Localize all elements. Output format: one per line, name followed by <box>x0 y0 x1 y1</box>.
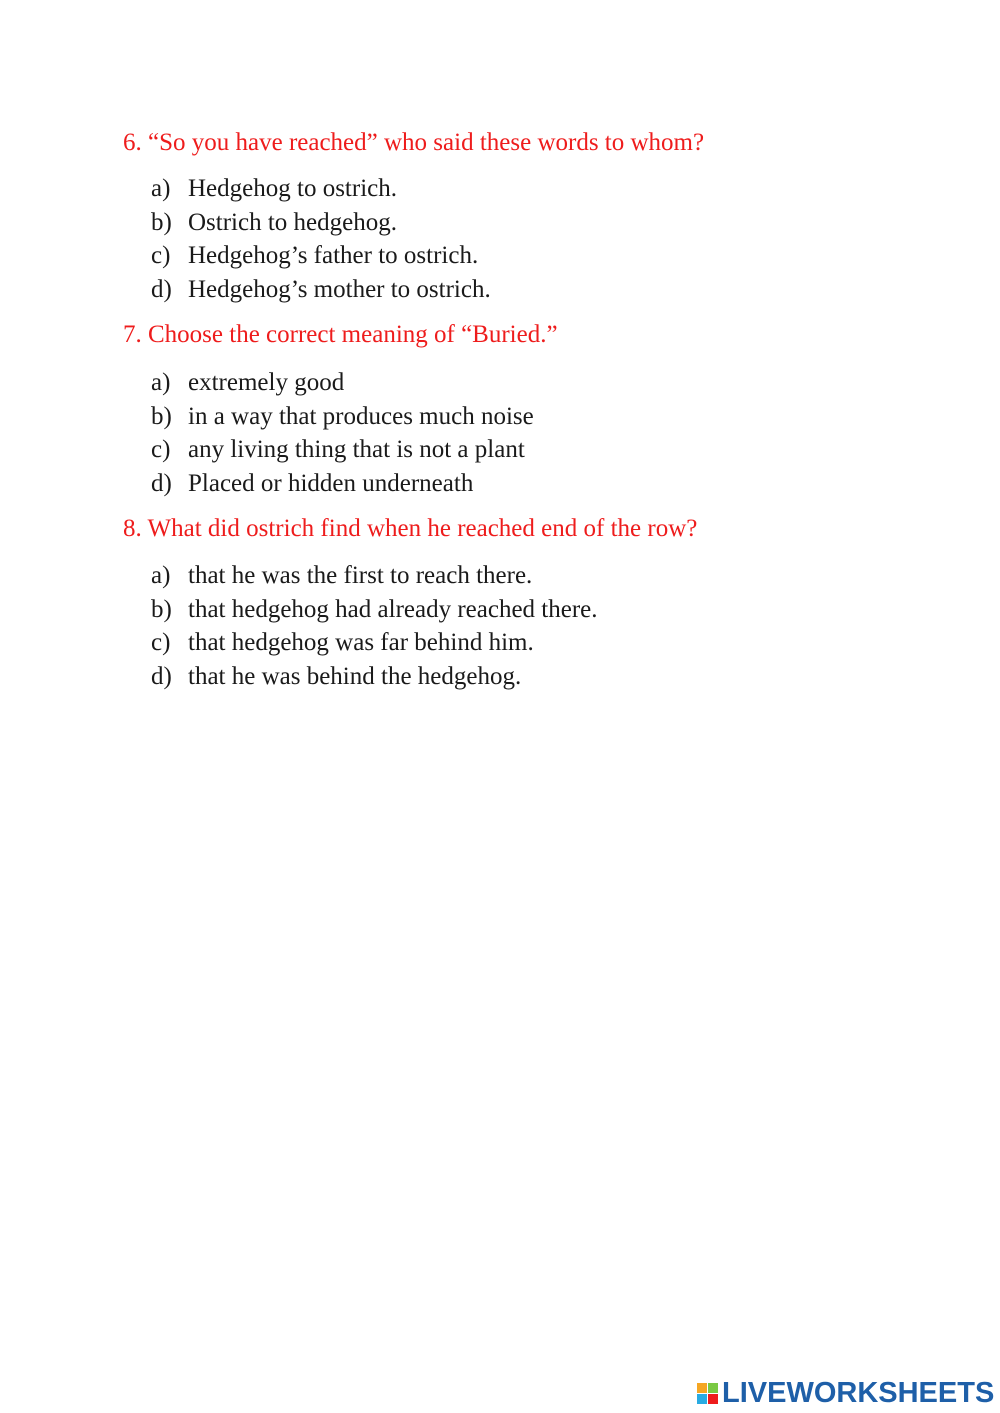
question-7: 7. Choose the correct meaning of “Buried.” <box>123 321 558 348</box>
option-7a[interactable] <box>151 368 534 402</box>
option-letter: a) <box>151 562 171 589</box>
logo-text: LIVEWORKSHEETS <box>722 1377 995 1409</box>
option-text: Hedgehog’s father to ostrich. <box>188 242 479 270</box>
liveworksheets-logo-icon <box>697 1383 718 1404</box>
option-text: that hedgehog was far behind him. <box>188 629 534 657</box>
option-8c[interactable] <box>151 628 598 662</box>
option-letter: d) <box>151 469 172 497</box>
option-7b[interactable] <box>151 402 534 436</box>
question-6: 6. “So you have reached” who said these words to whom? <box>123 129 705 156</box>
option-6a[interactable] <box>151 174 491 208</box>
option-7d[interactable] <box>151 469 534 503</box>
option-text: in a way that produces much noise <box>188 402 534 430</box>
logo-square-green <box>708 1383 718 1393</box>
option-letter: d) <box>151 662 172 690</box>
option-text: Hedgehog to ostrich. <box>188 175 397 202</box>
option-6c[interactable] <box>151 241 491 275</box>
option-letter: d) <box>151 275 172 303</box>
option-letter: b) <box>151 595 172 623</box>
logo-square-red <box>708 1394 718 1404</box>
option-letter: c) <box>151 242 171 270</box>
option-8d[interactable] <box>151 662 598 696</box>
option-letter: c) <box>151 629 171 657</box>
question-8-options <box>151 561 598 695</box>
option-letter: a) <box>151 175 171 202</box>
question-8: 8. What did ostrich find when he reached end of the row? <box>123 515 698 542</box>
option-text: extremely good <box>188 369 345 396</box>
option-text: any living thing that is not a plant <box>188 436 525 464</box>
option-letter: b) <box>151 208 172 236</box>
option-letter: c) <box>151 436 171 464</box>
option-text: Ostrich to hedgehog. <box>188 208 397 236</box>
logo-square-blue <box>697 1394 707 1404</box>
logo-square-orange <box>697 1383 707 1393</box>
option-8a[interactable] <box>151 561 598 595</box>
option-letter: a) <box>151 369 171 396</box>
question-7-options <box>151 368 534 502</box>
option-8b[interactable] <box>151 595 598 629</box>
option-text: Hedgehog’s mother to ostrich. <box>188 275 491 303</box>
option-6d[interactable] <box>151 275 491 309</box>
option-text: that hedgehog had already reached there. <box>188 595 598 623</box>
option-7c[interactable] <box>151 435 534 469</box>
option-6b[interactable] <box>151 208 491 242</box>
option-letter: b) <box>151 402 172 430</box>
liveworksheets-logo[interactable] <box>697 1378 994 1408</box>
option-text: that he was the first to reach there. <box>188 562 533 589</box>
question-6-options <box>151 174 491 308</box>
option-text: Placed or hidden underneath <box>188 469 474 497</box>
option-text: that he was behind the hedgehog. <box>188 662 522 690</box>
